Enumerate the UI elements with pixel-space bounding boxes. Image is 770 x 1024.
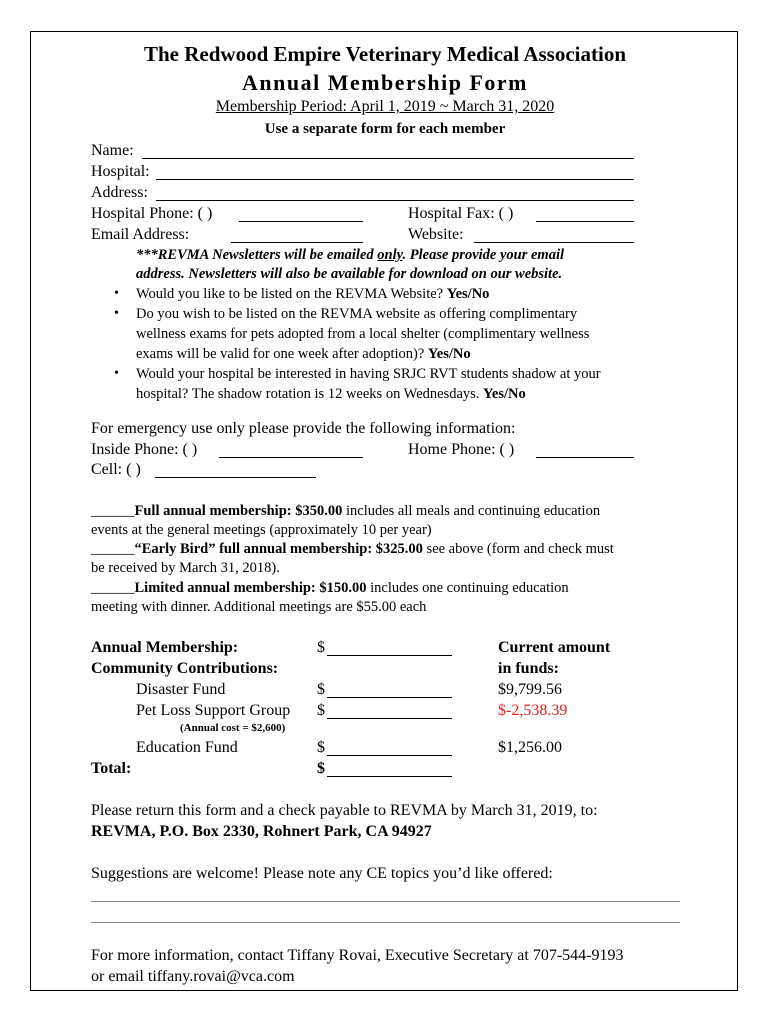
separate-form-note: Use a separate form for each member [264, 121, 506, 137]
dollar-sign: $ [317, 681, 325, 698]
hospital-field[interactable] [156, 179, 634, 180]
suggestions-line-1[interactable] [91, 901, 680, 902]
newsletter-note-line2: address. Newsletters will also be available for download on our website. [136, 266, 563, 282]
pet-loss-balance: $-2,538.39 [498, 702, 568, 719]
limited-membership-option[interactable]: ______Limited annual membership: $150.00 includes one continuing education [91, 580, 569, 596]
return-instructions: Please return this form and a check payable to REVMA by March 31, 2019, to: [91, 802, 598, 819]
yes-no-option[interactable]: Yes/No [427, 346, 471, 362]
limited-membership-detail: meeting with dinner. Additional meetings are $55.00 each [91, 599, 427, 615]
pet-loss-label: Pet Loss Support Group [136, 702, 291, 719]
emergency-intro: For emergency use only please provide the following information: [91, 420, 516, 437]
full-membership-detail: events at the general meetings (approximately 10 per year) [91, 522, 432, 538]
annual-membership-amount-field[interactable] [327, 655, 452, 656]
yes-no-option[interactable]: Yes/No [483, 386, 526, 402]
address-field[interactable] [156, 200, 634, 201]
total-label: Total: [91, 760, 132, 777]
annual-membership-label: Annual Membership: [91, 639, 239, 656]
annual-cost-note: (Annual cost = $2,600) [180, 722, 286, 734]
home-phone-field[interactable] [536, 457, 634, 458]
education-fund-label: Education Fund [136, 739, 238, 756]
current-amount-heading: Current amount [498, 639, 611, 656]
dollar-sign: $ [317, 639, 325, 656]
name-label: Name: [91, 142, 134, 159]
question-wellness-l2: wellness exams for pets adopted from a local shelter (complimentary wellness [136, 326, 590, 342]
hospital-label: Hospital: [91, 163, 150, 180]
dollar-sign: $ [317, 702, 325, 719]
education-fund-amount-field[interactable] [327, 755, 452, 756]
question-wellness-l3: exams will be valid for one week after adoption)? Yes/No [136, 346, 471, 362]
name-field[interactable] [142, 158, 634, 159]
total-amount-field[interactable] [327, 776, 452, 777]
contact-info-line1: For more information, contact Tiffany Rovai, Executive Secretary at 707-544-9193 [91, 947, 624, 964]
membership-period: Membership Period: April 1, 2019 ~ March 31, 2020 [215, 98, 555, 115]
disaster-fund-label: Disaster Fund [136, 681, 226, 698]
cell-field[interactable] [155, 477, 316, 478]
community-contributions-label: Community Contributions: [91, 660, 279, 677]
yes-no-option[interactable]: Yes/No [446, 286, 490, 302]
hospital-phone-field[interactable] [239, 221, 363, 222]
question-shadow-l2: hospital? The shadow rotation is 12 weeks on Wednesdays. Yes/No [136, 386, 526, 402]
home-phone-label: Home Phone: ( ) [408, 441, 515, 458]
suggestions-line-2[interactable] [91, 922, 680, 923]
pet-loss-amount-field[interactable] [327, 718, 452, 719]
dollar-sign: $ [317, 760, 325, 777]
address-label: Address: [91, 184, 148, 201]
early-bird-detail: be received by March 31, 2018). [91, 560, 280, 576]
hospital-phone-label: Hospital Phone: ( ) [91, 205, 213, 222]
disaster-fund-amount-field[interactable] [327, 697, 452, 698]
question-wellness-l1: • Do you wish to be listed on the REVMA website as offering complimentary [114, 306, 578, 322]
email-field[interactable] [231, 242, 363, 243]
inside-phone-field[interactable] [219, 457, 363, 458]
inside-phone-label: Inside Phone: ( ) [91, 441, 198, 458]
contact-info-line2: or email tiffany.rovai@vca.com [91, 968, 295, 985]
website-field[interactable] [474, 242, 634, 243]
newsletter-note-line1: ***REVMA Newsletters will be emailed only. Please provide your email [136, 247, 565, 263]
hospital-fax-field[interactable] [536, 221, 634, 222]
question-shadow-l1: • Would your hospital be interested in having SRJC RVT students shadow at your [114, 366, 601, 382]
form-title: Annual Membership Form [242, 70, 528, 95]
disaster-fund-balance: $9,799.56 [498, 681, 562, 698]
hospital-fax-label: Hospital Fax: ( ) [408, 205, 514, 222]
website-label: Website: [408, 226, 464, 243]
question-website-listing: • Would you like to be listed on the REVMA Website? Yes/No [114, 286, 490, 302]
education-fund-balance: $1,256.00 [498, 739, 562, 756]
dollar-sign: $ [317, 739, 325, 756]
org-title: The Redwood Empire Veterinary Medical Association [143, 42, 626, 66]
email-label: Email Address: [91, 226, 190, 243]
cell-label: Cell: ( ) [91, 461, 141, 478]
suggestions-prompt: Suggestions are welcome! Please note any CE topics you’d like offered: [91, 865, 553, 882]
full-membership-option[interactable]: ______Full annual membership: $350.00 includes all meals and continuing education [91, 503, 601, 519]
mailing-address: REVMA, P.O. Box 2330, Rohnert Park, CA 94927 [91, 823, 432, 840]
in-funds-heading: in funds: [498, 660, 559, 677]
early-bird-option[interactable]: ______“Early Bird” full annual membership: $325.00 see above (form and check must [91, 541, 614, 557]
